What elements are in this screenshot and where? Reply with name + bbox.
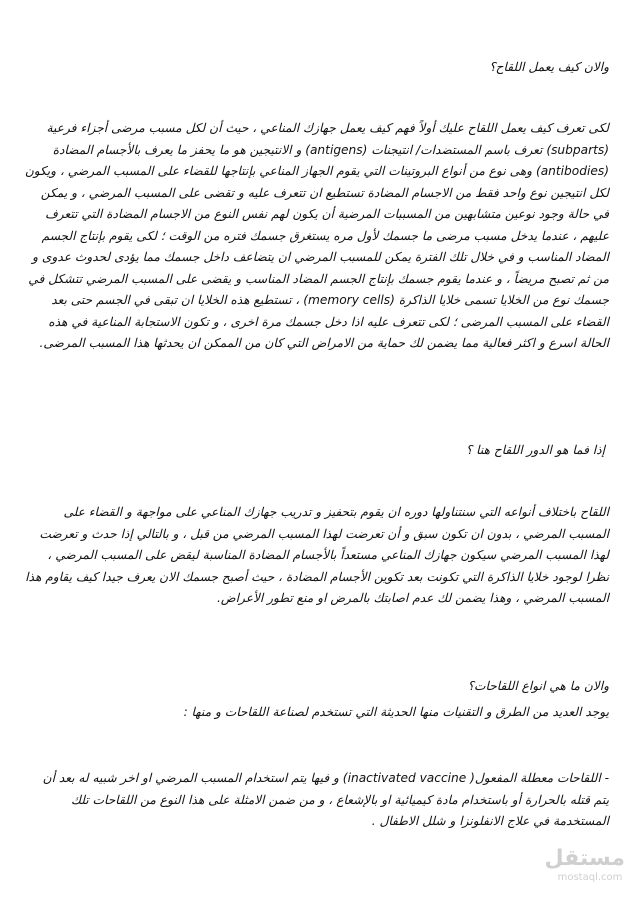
paragraph-vaccine-role: اللقاح باختلاف أنواعه التي سنتناولها دوره ان يقوم بتحفيز و تدريب جهازك المناعي على مواجهة و القضاء على المسبب المرضي ، بدون ان تكون سبق و أن تعرضت لهذا المسبب المرضي من قبل ، و بالتالي إذا حدث و تعرضت لهذا المسبب المرضي سيكون جهازك المناعي مستعداً بالأجسام المضادة المناسبة ليقض على المسبب المرضي ، نظرا لوجود خلايا الذاكرة التي تكونت بعد تكوين الأجسام المضادة ، حيث أصبح جسمك الان يعرف جيدا كيف يقاوم هذا المسبب المرضي ، وهذا يضمن لك عدم اصابتك بالمرض او منع تطور الأعراض. — [25, 505, 609, 605]
heading-vaccine-types: والان ما هي انواع اللقاحات؟ — [467, 679, 609, 693]
watermark-site: mostaql.com — [557, 872, 623, 883]
heading-vaccine-role: إذا فما هو الدور اللقاح هنا ؟ — [465, 443, 605, 457]
watermark-brand: مستقل — [544, 846, 625, 871]
mostaql-watermark — [544, 846, 625, 896]
heading-how-vaccine-works: والان كيف يعمل اللقاح؟ — [489, 60, 609, 74]
paragraph-immune-system: لكى تعرف كيف يعمل اللقاح عليك أولاً فهم كيف يعمل جهازك المناعي ، حيث أن لكل مسبب مرضى أجزاء فرعية (subparts) تعرف باسم المستضدات/ انتيجنات (antigens) و الانتيجين هو ما يحفز ما يعرف بالأجسام المضادة (antibodies) وهى نوع من أنواع البروتينات التي يقوم الجهاز المناعي بإنتاجها للقضاء على المسبب المرضي ، ويكون لكل انتيجين نوع واحد فقط من الاجسام المضادة تستطيع ان تتعرف عليه و تقضى على المسبب المرضي ، و يمكن في حالة وجود نوعين متشابهين من المسببات المرضية أن يكون لهم نفس النوع من الاجسام المضادة التي تتعرف عليهم ، عندما يدخل مسبب مرضى ما جسمك لأول مره يستغرق جسمك فتره من الوقت ؛ لكى يقوم بإنتاج الجسم المضاد المناسب و في خلال تلك الفترة يمكن للمسبب المرضي ان يتضاعف داخل جسمك مما يؤدى لحدوث عدوى و من ثم تصبح مريضاً ، و عندما يقوم جسمك بإنتاج الجسم المضاد المناسب و يقضى على المسبب المرضي تتشكل في جسمك نوع من الخلايا تسمى خلايا الذاكرة (memory cells) ، تستطيع هذه الخلايا ان تبقى في الجسم حتى بعد القضاء على المسبب المرضى ؛ لكى تتعرف عليه اذا دخل جسمك مرة اخرى ، و تكون الاستجابة المناعية في هذه الحالة اسرع و اكثر فعالية مما يضمن لك حماية من الامراض التي كان من الممكن ان يحدثها هذا المسبب المرضى. — [24, 121, 609, 350]
paragraph-types-intro: يوجد العديد من الطرق و التقنيات منها الحديثة التي تستخدم لصناعة اللقاحات و منها : — [183, 705, 609, 719]
paragraph-inactivated-vaccine: - اللقاحات معطلة المفعول( inactivated vaccine) و فيها يتم استخدام المسبب المرضي او اخر شبيه له بعد أن يتم قتله بالحرارة أو باستخدام مادة كيميائية او بالإشعاع ، و من ضمن الامثلة على هذا النوع من اللقاحات تلك المستخدمة في علاج الانفلونزا و شلل الاطفال . — [42, 771, 609, 828]
